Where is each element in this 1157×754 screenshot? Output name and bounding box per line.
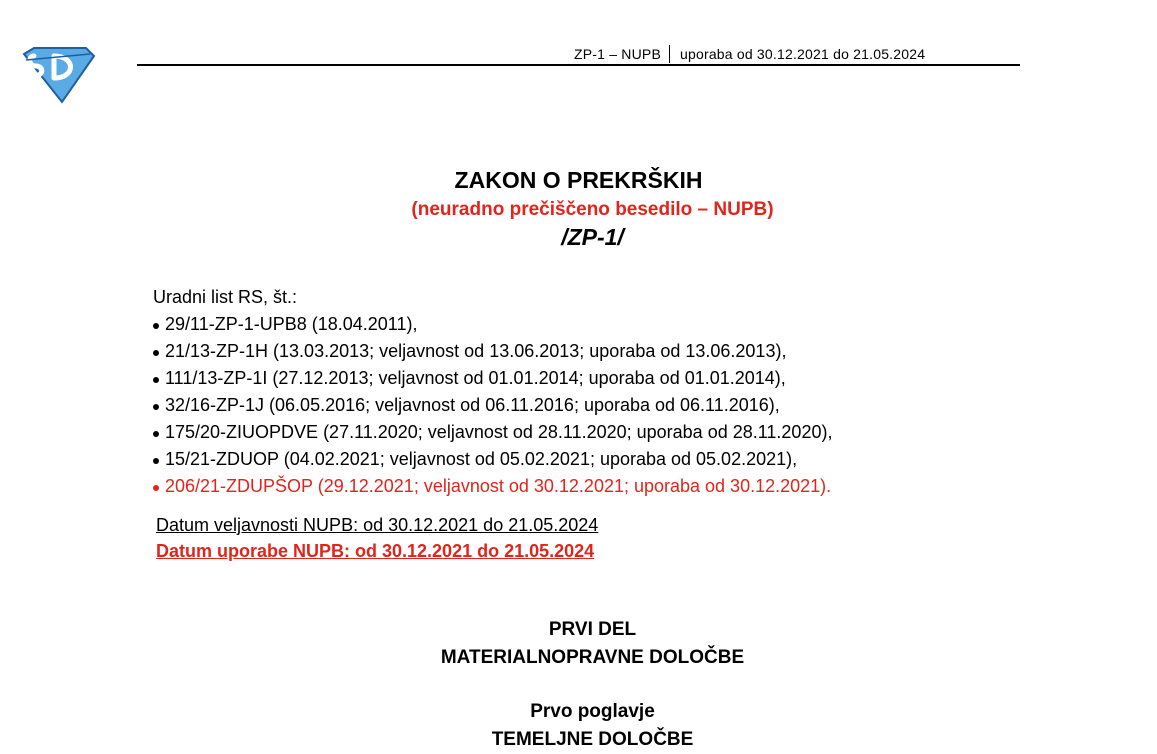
chapter-label: Prvo poglavje: [530, 701, 655, 722]
gazette-item: 21/13-ZP-1H (13.03.2013; veljavnost od 13.06.2013; uporaba od 13.06.2013),: [153, 338, 832, 365]
law-title: ZAKON O PREKRŠKIH: [454, 167, 703, 193]
gazette-intro: Uradni list RS, št.:: [153, 287, 298, 307]
validity-date: Datum veljavnosti NUPB: od 30.12.2021 do 21.05.2024: [156, 515, 599, 535]
gazette-item: 15/21-ZDUOP (04.02.2021; veljavnost od 05.02.2021; uporaba od 05.02.2021),: [153, 446, 832, 473]
part-label: PRVI DEL: [548, 619, 637, 640]
publisher-logo: [20, 46, 96, 104]
gazette-item: 32/16-ZP-1J (06.05.2016; veljavnost od 06.11.2016; uporaba od 06.11.2016),: [153, 392, 832, 419]
header-rule: [137, 64, 1020, 66]
gazette-item: 29/11-ZP-1-UPB8 (18.04.2011),: [153, 311, 832, 338]
nupb-dates: [156, 512, 598, 564]
header-doc-code: ZP-1 – NUPB: [574, 46, 661, 62]
part-heading: [14, 616, 1157, 672]
usage-date: Datum uporabe NUPB: od 30.12.2021 do 21.05.2024: [156, 541, 595, 561]
running-header: [574, 45, 925, 63]
official-gazette-list: [153, 284, 832, 500]
header-separator: [669, 45, 670, 63]
part-name: MATERIALNOPRAVNE DOLOČBE: [440, 647, 745, 668]
gazette-item-latest: 206/21-ZDUPŠOP (29.12.2021; veljavnost od 30.12.2021; uporaba od 30.12.2021).: [153, 473, 832, 500]
law-subtitle: (neuradno prečiščeno besedilo – NUPB): [411, 199, 774, 220]
header-usage-period: uporaba od 30.12.2021 do 21.05.2024: [680, 46, 926, 62]
gazette-item: 175/20-ZIUOPDVE (27.11.2020; veljavnost od 28.11.2020; uporaba od 28.11.2020),: [153, 419, 832, 446]
gazette-item: 111/13-ZP-1I (27.12.2013; veljavnost od 01.01.2014; uporaba od 01.01.2014),: [153, 365, 832, 392]
law-code: /ZP-1/: [561, 224, 624, 250]
chapter-heading: [14, 698, 1157, 754]
chapter-name: TEMELJNE DOLOČBE: [491, 729, 694, 750]
